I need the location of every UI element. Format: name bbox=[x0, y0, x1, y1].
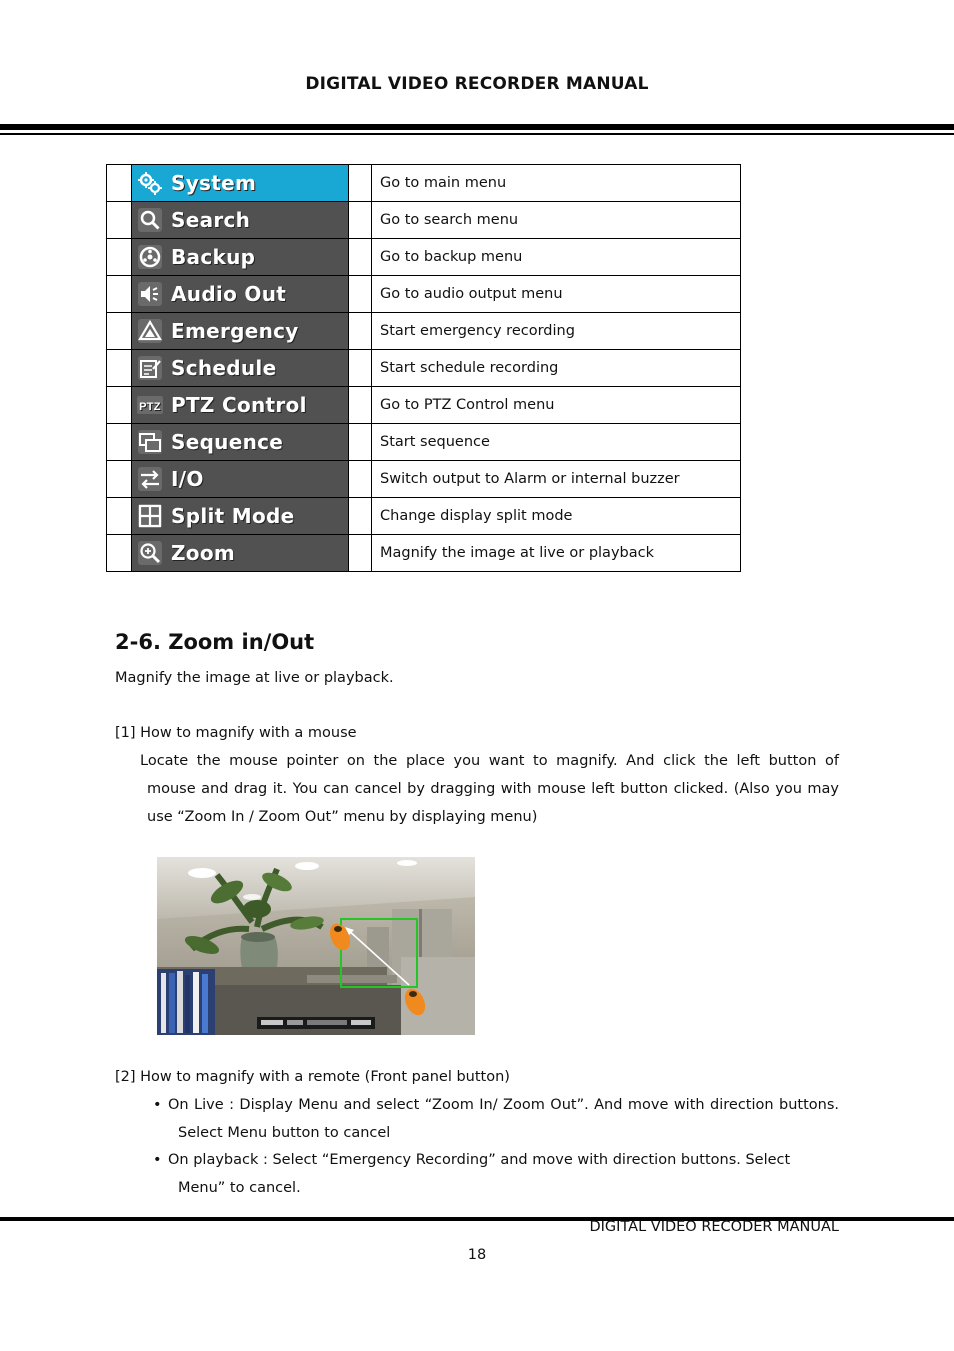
menu-description: Go to backup menu bbox=[372, 239, 741, 276]
menu-item-schedule bbox=[132, 350, 348, 386]
menu-item-ptz-control bbox=[132, 387, 348, 423]
header-rule-thick bbox=[0, 124, 954, 130]
arrows-icon bbox=[135, 464, 165, 494]
menu-function-table bbox=[106, 164, 741, 572]
table-row bbox=[107, 461, 741, 498]
menu-description: Switch output to Alarm or internal buzzer bbox=[372, 461, 741, 498]
table-row bbox=[107, 165, 741, 202]
mouse-heading: [1] How to magnify with a mouse bbox=[115, 725, 357, 741]
menu-item-label: Sequence bbox=[171, 430, 284, 454]
menu-description: Go to main menu bbox=[372, 165, 741, 202]
menu-description: Start emergency recording bbox=[372, 313, 741, 350]
bullet-dot: • bbox=[153, 1152, 162, 1168]
bullet-text: On Live : Display Menu and select “Zoom In/ Zoom Out”. And move with direction buttons. bbox=[168, 1097, 839, 1113]
notepad-icon bbox=[135, 353, 165, 383]
zoom-example-photo bbox=[157, 857, 475, 1035]
menu-item-backup bbox=[132, 239, 348, 275]
menu-item-label: Audio Out bbox=[171, 282, 287, 306]
menu-item-emergency bbox=[132, 313, 348, 349]
windows-icon bbox=[135, 427, 165, 457]
menu-item-label: I/O bbox=[171, 467, 204, 491]
table-row bbox=[107, 313, 741, 350]
remote-heading: [2] How to magnify with a remote (Front panel button) bbox=[115, 1069, 510, 1085]
ptz-icon bbox=[135, 390, 165, 420]
section-intro: Magnify the image at live or playback. bbox=[115, 670, 394, 686]
menu-description: Start sequence bbox=[372, 424, 741, 461]
footer-title: DIGITAL VIDEO RECODER MANUAL bbox=[589, 1219, 839, 1235]
table-row bbox=[107, 239, 741, 276]
menu-item-label: Schedule bbox=[171, 356, 277, 380]
menu-item-label: System bbox=[171, 171, 257, 195]
magnifier-icon bbox=[135, 205, 165, 235]
bullet-dot: • bbox=[153, 1097, 162, 1113]
menu-item-system bbox=[132, 165, 348, 201]
header-rule-thin bbox=[0, 133, 954, 135]
menu-item-label: PTZ Control bbox=[171, 393, 307, 417]
menu-item-label: Backup bbox=[171, 245, 256, 269]
menu-description: Start schedule recording bbox=[372, 350, 741, 387]
page-number: 18 bbox=[467, 1247, 487, 1263]
table-row bbox=[107, 387, 741, 424]
menu-description: Go to search menu bbox=[372, 202, 741, 239]
zoom-icon bbox=[135, 538, 165, 568]
bullet-text: On playback : Select “Emergency Recording” and move with direction buttons. Select bbox=[168, 1152, 791, 1168]
menu-description: Go to audio output menu bbox=[372, 276, 741, 313]
menu-item-audio-out bbox=[132, 276, 348, 312]
table-row bbox=[107, 424, 741, 461]
table-row bbox=[107, 498, 741, 535]
disc-icon bbox=[135, 242, 165, 272]
menu-item-search bbox=[132, 202, 348, 238]
menu-item-sequence bbox=[132, 424, 348, 460]
header-title: DIGITAL VIDEO RECORDER MANUAL bbox=[305, 74, 649, 94]
mouse-paragraph-line: use “Zoom In / Zoom Out” menu by displaying menu) bbox=[147, 809, 538, 825]
menu-description: Magnify the image at live or playback bbox=[372, 535, 741, 572]
menu-item-label: Zoom bbox=[171, 541, 236, 565]
warning-icon bbox=[135, 316, 165, 346]
menu-item-zoom bbox=[132, 535, 348, 571]
gears-icon bbox=[135, 168, 165, 198]
menu-description: Go to PTZ Control menu bbox=[372, 387, 741, 424]
menu-item-split-mode bbox=[132, 498, 348, 534]
svg-text:PTZ: PTZ bbox=[139, 401, 161, 413]
menu-item-io bbox=[132, 461, 348, 497]
section-title: 2-6. Zoom in/Out bbox=[115, 630, 315, 654]
menu-description: Change display split mode bbox=[372, 498, 741, 535]
table-row bbox=[107, 535, 741, 572]
bullet-text: Menu” to cancel. bbox=[178, 1180, 301, 1196]
mouse-paragraph-line: Locate the mouse pointer on the place you want to magnify. And click the left button of bbox=[140, 753, 839, 769]
menu-item-label: Emergency bbox=[171, 319, 299, 343]
menu-item-label: Search bbox=[171, 208, 251, 232]
grid-icon bbox=[135, 501, 165, 531]
table-row bbox=[107, 276, 741, 313]
mouse-paragraph-line: mouse and drag it. You can cancel by dragging with mouse left button clicked. (Also you may bbox=[147, 781, 839, 797]
speaker-icon bbox=[135, 279, 165, 309]
table-row bbox=[107, 350, 741, 387]
bullet-text: Select Menu button to cancel bbox=[178, 1125, 391, 1141]
table-row bbox=[107, 202, 741, 239]
menu-item-label: Split Mode bbox=[171, 504, 295, 528]
